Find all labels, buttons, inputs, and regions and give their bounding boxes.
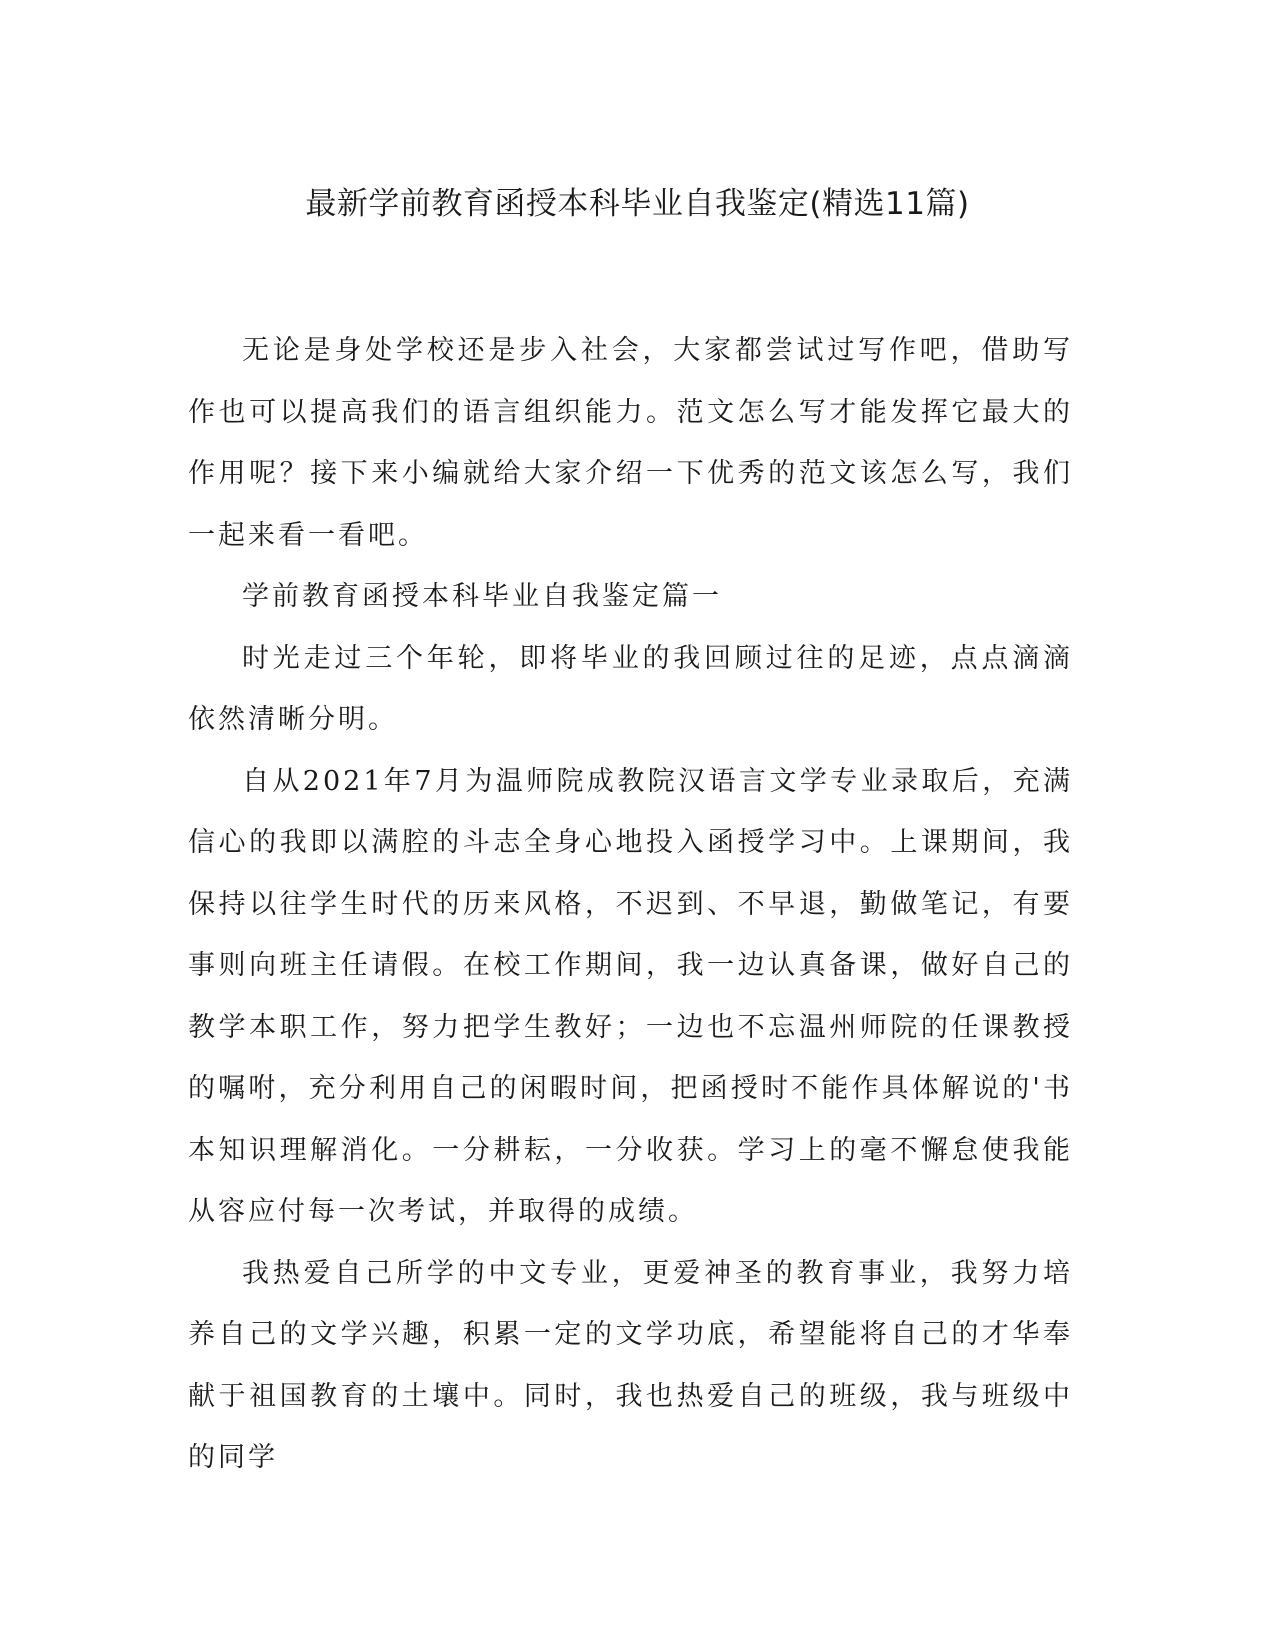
paragraph: 我热爱自己所学的中文专业，更爱神圣的教育事业，我努力培养自己的文学兴趣，积累一定的文学功底，希望能将自己的才华奉献于祖国教育的土壤中。同时，我也热爱自己的班级，我与班级中的同学 (188, 1257, 1073, 1473)
paragraph-intro: 无论是身处学校还是步入社会，大家都尝试过写作吧，借助写作也可以提高我们的语言组织能力。范文怎么写才能发挥它最大的作用呢？接下来小编就给大家介绍一下优秀的范文该怎么写，我们一起来看一看吧。 (188, 335, 1073, 551)
document-body (188, 320, 1073, 1489)
document-title: 最新学前教育函授本科毕业自我鉴定(精选11篇) (305, 186, 970, 222)
paragraph: 时光走过三个年轮，即将毕业的我回顾过往的足迹，点点滴滴依然清晰分明。 (188, 642, 1073, 735)
section-heading: 学前教育函授本科毕业自我鉴定篇一 (242, 581, 722, 612)
paragraph: 自从2021年7月为温师院成教院汉语言文学专业录取后，充满信心的我即以满腔的斗志全身心地投入函授学习中。上课期间，我保持以往学生时代的历来风格，不迟到、不早退，勤做笔记，有要事则向班主任请假。在校工作期间，我一边认真备课，做好自己的教学本职工作，努力把学生教好；一边也不忘温州师院的任课教授的嘱咐，充分利用自己的闲暇时间，把函授时不能作具体解说的'书本知识理解消化。一分耕耘，一分收获。学习上的毫不懈怠使我能从容应付每一次考试，并取得的成绩。 (188, 765, 1073, 1227)
